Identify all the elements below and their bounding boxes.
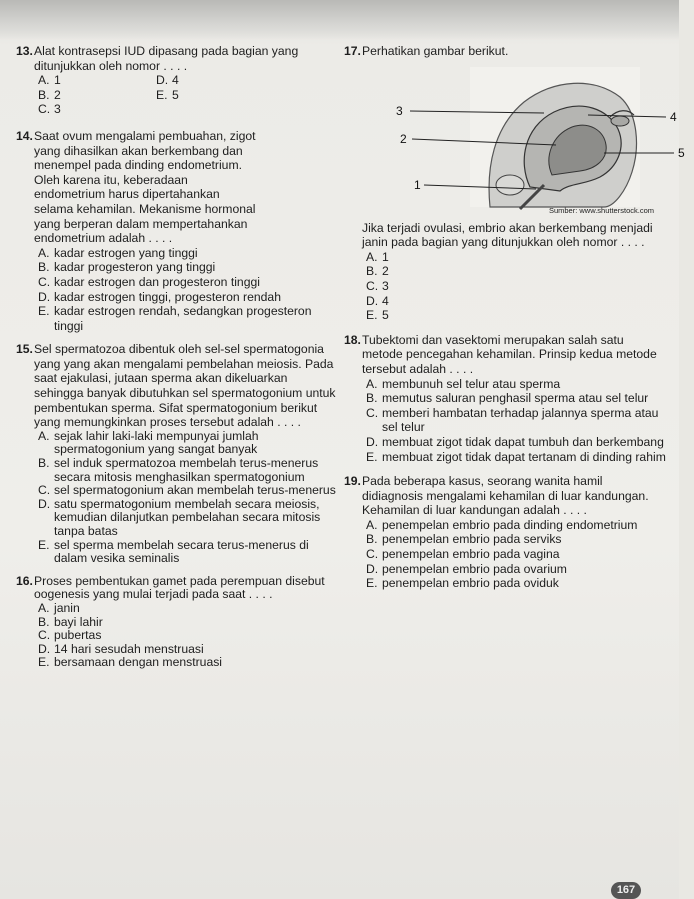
- question-text: Saat ovum mengalami pembuahan, zigot yang dihasilkan akan berkembang dan menempel pada dinding endometrium. Oleh karena itu, keberadaan endometrium harus dipertahankan selama kehamilan. Mekanisme hormonal yang berperan dalam mempertahankan endometrium adalah . . . .: [34, 128, 256, 246]
- question-18: [344, 333, 666, 377]
- q17-options: [366, 250, 666, 323]
- option[interactable]: D. membuat zigot tidak dapat tumbuh dan berkembang: [366, 434, 664, 449]
- question-number: 15.: [16, 342, 33, 357]
- option[interactable]: C. 3: [366, 278, 389, 293]
- option[interactable]: C. memberi hambatan terhadap jalannya sperma atau sel telur: [366, 405, 659, 435]
- uterus-illustration: [394, 67, 694, 217]
- question-14: [16, 129, 338, 246]
- label-2: 2: [400, 131, 407, 146]
- option[interactable]: E. kadar estrogen rendah, sedangkan progesteron tinggi: [38, 304, 312, 333]
- option[interactable]: A. sejak lahir laki-laki mempunyai jumlah spermatogonium yang sangat banyak: [38, 428, 259, 457]
- option[interactable]: C. pubertas: [38, 628, 102, 643]
- option[interactable]: D. 4: [366, 293, 389, 308]
- q13-options: [38, 73, 338, 117]
- q19-options: [366, 518, 666, 591]
- option[interactable]: C. 3: [38, 102, 61, 117]
- option[interactable]: B. sel induk spermatozoa membelah terus-menerus secara mitosis menghasilkan spermatogonium: [38, 456, 319, 484]
- uterus-figure: [394, 67, 694, 217]
- question-text: Tubektomi dan vasektomi merupakan salah satu metode pencegahan kehamilan. Prinsip kedua metode tersebut adalah . . . .: [362, 332, 657, 376]
- question-text: Sel spermatozoa dibentuk oleh sel-sel spermatogonia yang yang akan mengalami pembelahan meiosis. Pada saat ejakulasi, jutaan sperma akan dikeluarkan sehingga banyak dibutuhkan sel spermatogonium untuk pembentukan sperma. Sifat spermatogonium berikut yang memungkinkan proses tersebut adalah . . . .: [34, 342, 336, 430]
- option[interactable]: D. 4: [156, 73, 179, 88]
- question-text: Perhatikan gambar berikut.: [362, 44, 509, 58]
- option[interactable]: E. 5: [366, 308, 389, 323]
- question-number: 19.: [344, 474, 361, 489]
- option[interactable]: A. janin: [38, 600, 80, 615]
- option[interactable]: B. kadar progesteron yang tinggi: [38, 260, 216, 275]
- label-1: 1: [414, 177, 421, 192]
- option[interactable]: D. penempelan embrio pada ovarium: [366, 561, 567, 576]
- q15-options: [38, 430, 338, 566]
- option[interactable]: A. penempelan embrio pada dinding endometrium: [366, 517, 638, 532]
- option[interactable]: B. 2: [366, 264, 389, 279]
- option[interactable]: A. membunuh sel telur atau sperma: [366, 376, 561, 391]
- question-13: [16, 44, 338, 73]
- question-number: 17.: [344, 44, 361, 58]
- question-17: [344, 44, 666, 59]
- figure-source: Sumber: www.shutterstock.com: [548, 206, 654, 215]
- option[interactable]: E. bersamaan dengan menstruasi: [38, 655, 223, 670]
- option[interactable]: A. 1: [366, 249, 389, 264]
- option[interactable]: A. 1: [38, 73, 61, 88]
- option[interactable]: E. membuat zigot tidak dapat tertanam di dinding rahim: [366, 449, 666, 464]
- q14-options: [38, 246, 338, 334]
- right-column: [344, 44, 685, 591]
- question-15: [16, 342, 338, 430]
- question-text: Alat kontrasepsi IUD dipasang pada bagian yang ditunjukkan oleh nomor . . . .: [34, 44, 299, 73]
- option[interactable]: E. 5: [156, 87, 179, 102]
- top-shadow: [0, 0, 679, 40]
- option[interactable]: E. penempelan embrio pada oviduk: [366, 576, 559, 591]
- page-number: 167: [611, 882, 641, 899]
- option[interactable]: D. kadar estrogen tinggi, progesteron rendah: [38, 289, 281, 304]
- left-column: [16, 44, 338, 670]
- option[interactable]: B. 2: [38, 87, 61, 102]
- question-text: Pada beberapa kasus, seorang wanita hamil didiagnosis mengalami kehamilan di luar kandungan. Kehamilan di luar kandungan adalah . . . .: [362, 474, 649, 518]
- option[interactable]: C. kadar estrogen dan progesteron tinggi: [38, 274, 260, 289]
- question-text: Proses pembentukan gamet pada perempuan disebut oogenesis yang mulai terjadi pada saat . . . .: [34, 573, 325, 602]
- option[interactable]: B. bayi lahir: [38, 614, 103, 629]
- option[interactable]: D. 14 hari sesudah menstruasi: [38, 641, 204, 656]
- option[interactable]: A. kadar estrogen yang tinggi: [38, 245, 198, 260]
- question-number: 13.: [16, 44, 33, 58]
- option[interactable]: D. satu spermatogonium membelah secara meiosis, kemudian dilanjutkan pembelahan secara mitosis tanpa batas: [38, 496, 321, 538]
- question-19: [344, 474, 666, 518]
- option[interactable]: B. penempelan embrio pada serviks: [366, 532, 562, 547]
- q18-options: [366, 377, 666, 465]
- question-number: 18.: [344, 332, 361, 347]
- option[interactable]: E. sel sperma membelah secara terus-menerus di dalam vesika seminalis: [38, 537, 309, 566]
- label-4: 4: [670, 109, 677, 124]
- question-number: 14.: [16, 128, 33, 143]
- option[interactable]: B. memutus saluran penghasil sperma atau sel telur: [366, 391, 649, 406]
- option[interactable]: C. penempelan embrio pada vagina: [366, 547, 560, 562]
- q16-options: [38, 602, 338, 670]
- label-3: 3: [396, 103, 403, 118]
- label-5: 5: [678, 145, 685, 160]
- question-number: 16.: [16, 573, 33, 588]
- question-16: [16, 575, 338, 602]
- q17-text2: Jika terjadi ovulasi, embrio akan berkembang menjadi janin pada bagian yang ditunjukkan oleh nomor . . . .: [362, 220, 653, 250]
- option[interactable]: C. sel spermatogonium akan membelah terus-menerus: [38, 483, 336, 498]
